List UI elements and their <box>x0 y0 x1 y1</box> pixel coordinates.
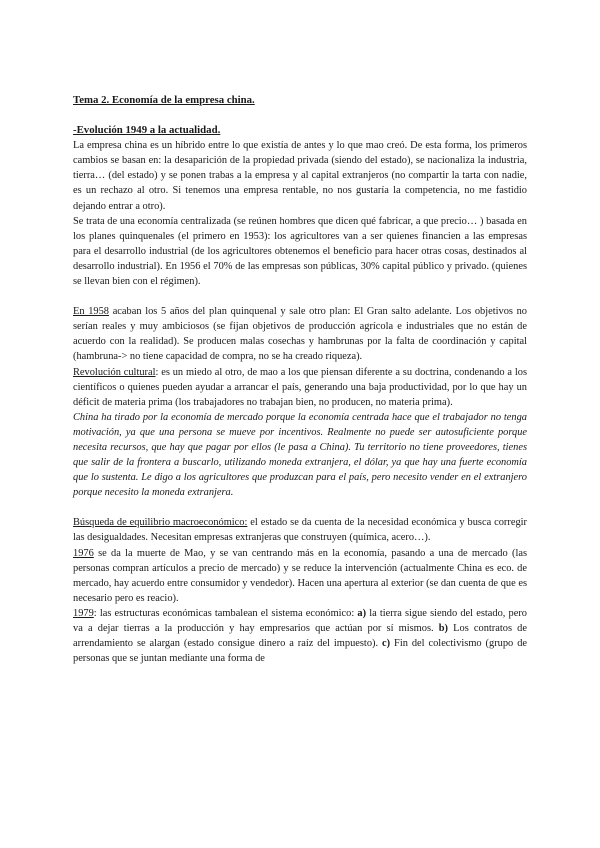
paragraph-1979-intro: : las estructuras económicas tambalean el sistema económico: <box>93 607 358 619</box>
paragraph-cultural-revolution <box>73 365 527 410</box>
item-c-text: Fin del colectivismo (grupo de personas que se juntan mediante una forma de <box>73 638 527 665</box>
item-label-b: b) <box>438 623 448 634</box>
macroeconomic-balance-text: el estado se da cuenta de la necesidad económica y busca corregir las desigualdades. Necesitan empresas extranjeras que construyen (química, acero…). <box>73 517 527 544</box>
year-1979: 1979 <box>73 607 94 619</box>
year-1976: 1976 <box>73 547 94 559</box>
item-label-c: c) <box>382 638 391 650</box>
document-title: Tema 2. Economía de la empresa china. <box>73 94 255 106</box>
paragraph-macroeconomic-balance <box>73 515 527 545</box>
item-b-text: Los contratos de arrendamiento se alargan (estado consigue dinero a raíz del impuesto). <box>73 623 527 650</box>
spacer <box>73 500 527 515</box>
section-heading: -Evolución 1949 a la actualidad. <box>73 124 221 137</box>
item-a-text: la tierra sigue siendo del estado, pero va a dejar tierras a la producción y hay empresarios que actúan por sí mismos. <box>73 607 527 634</box>
paragraph-1979 <box>73 606 527 666</box>
cultural-revolution-text: : es un miedo al otro, de mao a los que piensan diferente a su doctrina, condenando a los científicos o quienes pueden ayudar a arrancar el país, generando una baja productividad, por lo que hay un déficit de materia prima (los trabajadores no trabajan bien, no producen, no materia prima). <box>73 366 527 408</box>
paragraph-1958 <box>73 304 527 364</box>
paragraph-1976-text: se da la muerte de Mao, y se van centrando más en la economía, pasando a una de mercado (las personas compran artículos a precio de mercado) y se reduce la intervención (actualmente China es eco. de mercado, hay acuerdo entre consumidor y vendedor). Hacen una apertura al exterior (se dan cuenta de que es necesario pero es reacio). <box>73 547 527 604</box>
cultural-revolution-label: Revolución cultural <box>73 366 156 378</box>
paragraph-1976 <box>73 546 527 606</box>
paragraph-market-economy-note: China ha tirado por la economía de mercado porque la economía centrada hace que el trabajador no tenga motivación, ya que una persona se mueve por incentivos. Realmente no puede ser autosuficiente porque necesita recursos, que hay que pagar por ellos (le pasa a China). Tu territorio no tiene proveedores, tienes que salir de la frontera a buscarlo, utilizando moneda extranjera, el dólar, ya que hay una fuerte economía que lo sustenta. Le digo a los agricultores que produzcan para el país, pero necesito vender en el extranjero porque necesito la moneda extranjera. <box>73 411 527 499</box>
paragraph-origins: La empresa china es un híbrido entre lo que existía de antes y lo que mao creó. De esta forma, los primeros cambios se basan en: la desaparición de la propiedad privada (siendo del estado), se nacionaliza la industria, tierra… (del estado) y se ponen trabas a la empresa y al capital extranjeros (no compartir la tarta con nadie, es un rechazo al otro. Si tenemos una empresa rentable, no nos gustaría la competencia, no me fastidio dejando entrar a otro). <box>73 140 527 212</box>
macroeconomic-balance-label: Búsqueda de equilibrio macroeconómico: <box>73 517 248 529</box>
document-body <box>73 93 527 666</box>
item-label-a: a) <box>357 607 367 619</box>
spacer <box>73 289 527 304</box>
paragraph-centralized-economy: Se trata de una economía centralizada (se reúnen hombres que dicen qué fabricar, a que precio… ) basada en los planes quinquenales (el primero en 1953): los agricultores van a ser quienes financien a las empresas para el desarrollo industrial (de los agricultores obtenemos el beneficio para hacer otras cosas, destinados al desarrollo industrial). En 1956 el 70% de las empresas son públicas, 30% capital público y privado. (quienes se llevan bien con el régimen). <box>73 215 527 288</box>
year-1958: En 1958 <box>73 306 110 318</box>
paragraph-1958-text: acaban los 5 años del plan quinquenal y sale otro plan: El Gran salto adelante. Los objetivos no serían reales y muy ambiciosos (se fijan objetivos de producción agrícola e industriales que no están de acuerdo con la realidad). Se producen malas cosechas y hambrunas por la falta de coordinación y capital (hambruna-> no tiene capacidad de compra, no se ha creado riqueza). <box>73 306 528 363</box>
